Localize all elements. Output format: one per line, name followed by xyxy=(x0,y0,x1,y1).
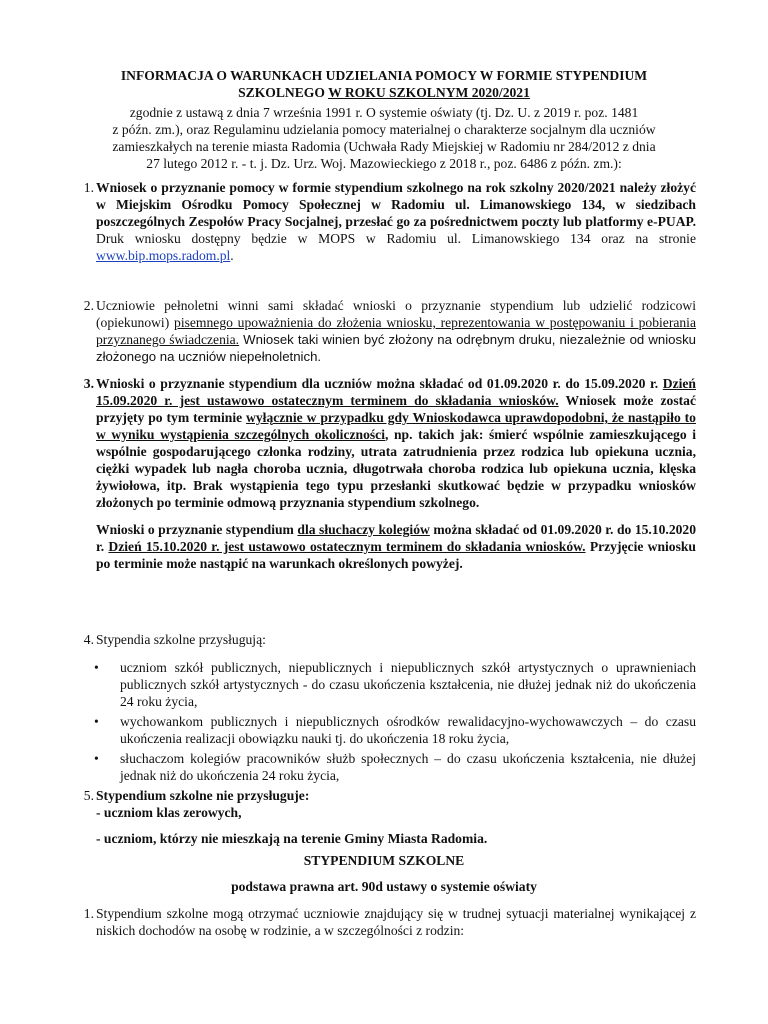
adult-students-text: Uczniowie pełnoletni winni sami składać wnioski o przyznanie stypendium lub udzielić rodzicowi (opiekunowi) xyxy=(96,298,696,330)
intro-line-3: zamieszkałych na terenie miasta Radomia (Uchwała Rady Miejskiej w Radomiu nr 284/2012 z dnia xyxy=(112,139,656,154)
college-late-text: Przyjęcie wniosku po terminie może nastąpić na warunkach określonych powyżej. xyxy=(96,539,696,571)
eligibility-criteria-text: Stypendium szkolne mogą otrzymać uczniowie znajdujący się w trudnej sytuacji materialnej wynikającej z niskich dochodów na osobę w rodzinie, a w szczególności z rodzin: xyxy=(96,906,696,938)
bullet-icon: • xyxy=(94,660,99,675)
intro-line-1: zgodnie z ustawą z dnia 7 września 1991 r. O systemie oświaty (tj. Dz. U. z 2019 r. poz. 1481 xyxy=(129,105,639,120)
sentence-end: . xyxy=(230,248,234,263)
list-number: 4. xyxy=(83,632,94,647)
exception-examples-text: , np. takich jak: śmierć wspólnie zamieszkującego i wspólnie gospodarującego członka rodziny, utrata zatrudnienia przez rodzica lub opiekuna ucznia, ciężki wypadek lub nagła choroba ucznia, długotrwała choroba rodzica lub opiekuna ucznia, klęska żywiołowa, itp. Brak wystąpienia tego typu przesłanki skutkować będzie w przypadku wniosków złożonych po terminie odmową przyznania stypendium szkolnego. xyxy=(96,427,696,510)
bullet-text: słuchaczom kolegiów pracowników służb społecznych – do czasu ukończenia kształcenia, nie dłużej jednak niż do ukończenia 24 roku życia, xyxy=(120,751,696,783)
document-title xyxy=(60,67,708,101)
bullet-item xyxy=(94,713,696,747)
separate-form-text: Wniosek taki winien być złożony na odrębnym druku, niezależnie od wniosku złożonego na uczniów niepełnoletnich. xyxy=(96,332,696,364)
list-item-5 xyxy=(83,787,696,847)
list-item-1 xyxy=(83,179,696,264)
list-number: 1. xyxy=(83,906,94,921)
list-item-3 xyxy=(83,375,697,572)
section-heading: STYPENDIUM SZKOLNE xyxy=(303,853,465,868)
application-form-info: Druk wniosku dostępny będzie w MOPS w Radomiu ul. Limanowskiego 134 oraz na stronie xyxy=(96,231,696,246)
authorization-underlined: pisemnego upoważnienia do złożenia wniosku, reprezentowania w postępowaniu i pobierania przyznanego świadczenia. xyxy=(96,315,696,347)
late-submission-text: Wniosek może zostać przyjęty po tym terminie xyxy=(96,393,696,425)
students-deadline-paragraph xyxy=(96,375,696,511)
bullet-text: wychowankom publicznych i niepublicznych ośrodków rewalidacyjno-wychowawczych – do czasu ukończenia realizacji obowiązku nauki tj. do ukończenia 18 roku życia, xyxy=(120,714,696,746)
intro-line-2: z późn. zm.), oraz Regulaminu udzielania pomocy materialnej o charakterze socjalnym dla uczniów xyxy=(112,122,656,137)
list-item-4 xyxy=(83,631,696,648)
list-number: 5. xyxy=(83,788,94,803)
not-eligible-heading: Stypendium szkolne nie przysługuje: xyxy=(96,788,310,803)
college-underlined: dla słuchaczy kolegiów xyxy=(297,522,430,537)
bullet-text: uczniom szkół publicznych, niepublicznych i niepublicznych szkół artystycznych o uprawnieniach publicznych szkół artystycznych - do czasu ukończenia kształcenia, nie dłużej jednak niż do ukończenia 24 roku życia, xyxy=(120,660,696,709)
list-number: 1. xyxy=(83,180,94,195)
deadline-underlined: Dzień 15.09.2020 r. jest ustawowo ostatecznym terminem do składania wniosków. xyxy=(96,376,696,408)
not-eligible-non-residents: - uczniom, którzy nie mieszkają na terenie Gminy Miasta Radomia. xyxy=(96,831,488,846)
bullet-icon: • xyxy=(94,751,99,766)
title-line-2 xyxy=(60,84,708,101)
application-info-bold: Wniosek o przyznanie pomocy w formie stypendium szkolnego na rok szkolny 2020/2021 należy złożyć w Miejskim Ośrodku Pomocy Społecznej w Radomiu ul. Limanowskiego 134, w siedzibach poszczególnych Zespołów Pracy Socjalnej, przesłać go za pośrednictwem poczty lub platformy e-PUAP. xyxy=(96,180,696,229)
college-deadline-paragraph xyxy=(96,521,696,572)
mops-website-link[interactable]: www.bip.mops.radom.pl xyxy=(96,248,231,263)
bullet-item xyxy=(94,750,696,784)
bullet-item xyxy=(94,659,696,710)
college-dates-text: można składać od 01.09.2020 r. do 15.10.2020 r. xyxy=(96,522,697,554)
deadline-text: Wnioski o przyznanie stypendium dla uczniów można składać od 01.09.2020 r. do 15.09.2020 r. xyxy=(96,376,663,391)
list-item-2 xyxy=(83,297,696,365)
title-school-year: W ROKU SZKOLNYM 2020/2021 xyxy=(328,85,530,100)
intro-line-4: 27 lutego 2012 r. - t. j. Dz. Urz. Woj. Mazowieckiego z 2018 r., poz. 6486 z późn. zm.): xyxy=(146,156,622,171)
exception-underlined: wyłącznie w przypadku gdy Wnioskodawca uprawdopodobni, że nastąpiło to w wyniku wystąpienia szczególnych okoliczności xyxy=(96,410,696,442)
final-list-item-1 xyxy=(83,905,696,939)
scholarship-eligibility-heading: Stypendia szkolne przysługują: xyxy=(96,632,266,647)
college-deadline-underlined: Dzień 15.10.2020 r. jest ustawowo ostatecznym terminem do składania wniosków. xyxy=(108,539,586,554)
title-line-1: INFORMACJA O WARUNKACH UDZIELANIA POMOCY W FORMIE STYPENDIUM xyxy=(120,68,648,83)
legal-basis-intro xyxy=(60,104,708,172)
bullet-icon: • xyxy=(94,714,99,729)
list-number: 3. xyxy=(83,376,94,391)
not-eligible-zero-class: - uczniom klas zerowych, xyxy=(96,805,242,820)
list-number: 2. xyxy=(83,298,94,313)
title-line-2-prefix: SZKOLNEGO xyxy=(238,85,329,100)
section-subheading: podstawa prawna art. 90d ustawy o systemie oświaty xyxy=(231,879,537,894)
college-text: Wnioski o przyznanie stypendium xyxy=(96,522,298,537)
